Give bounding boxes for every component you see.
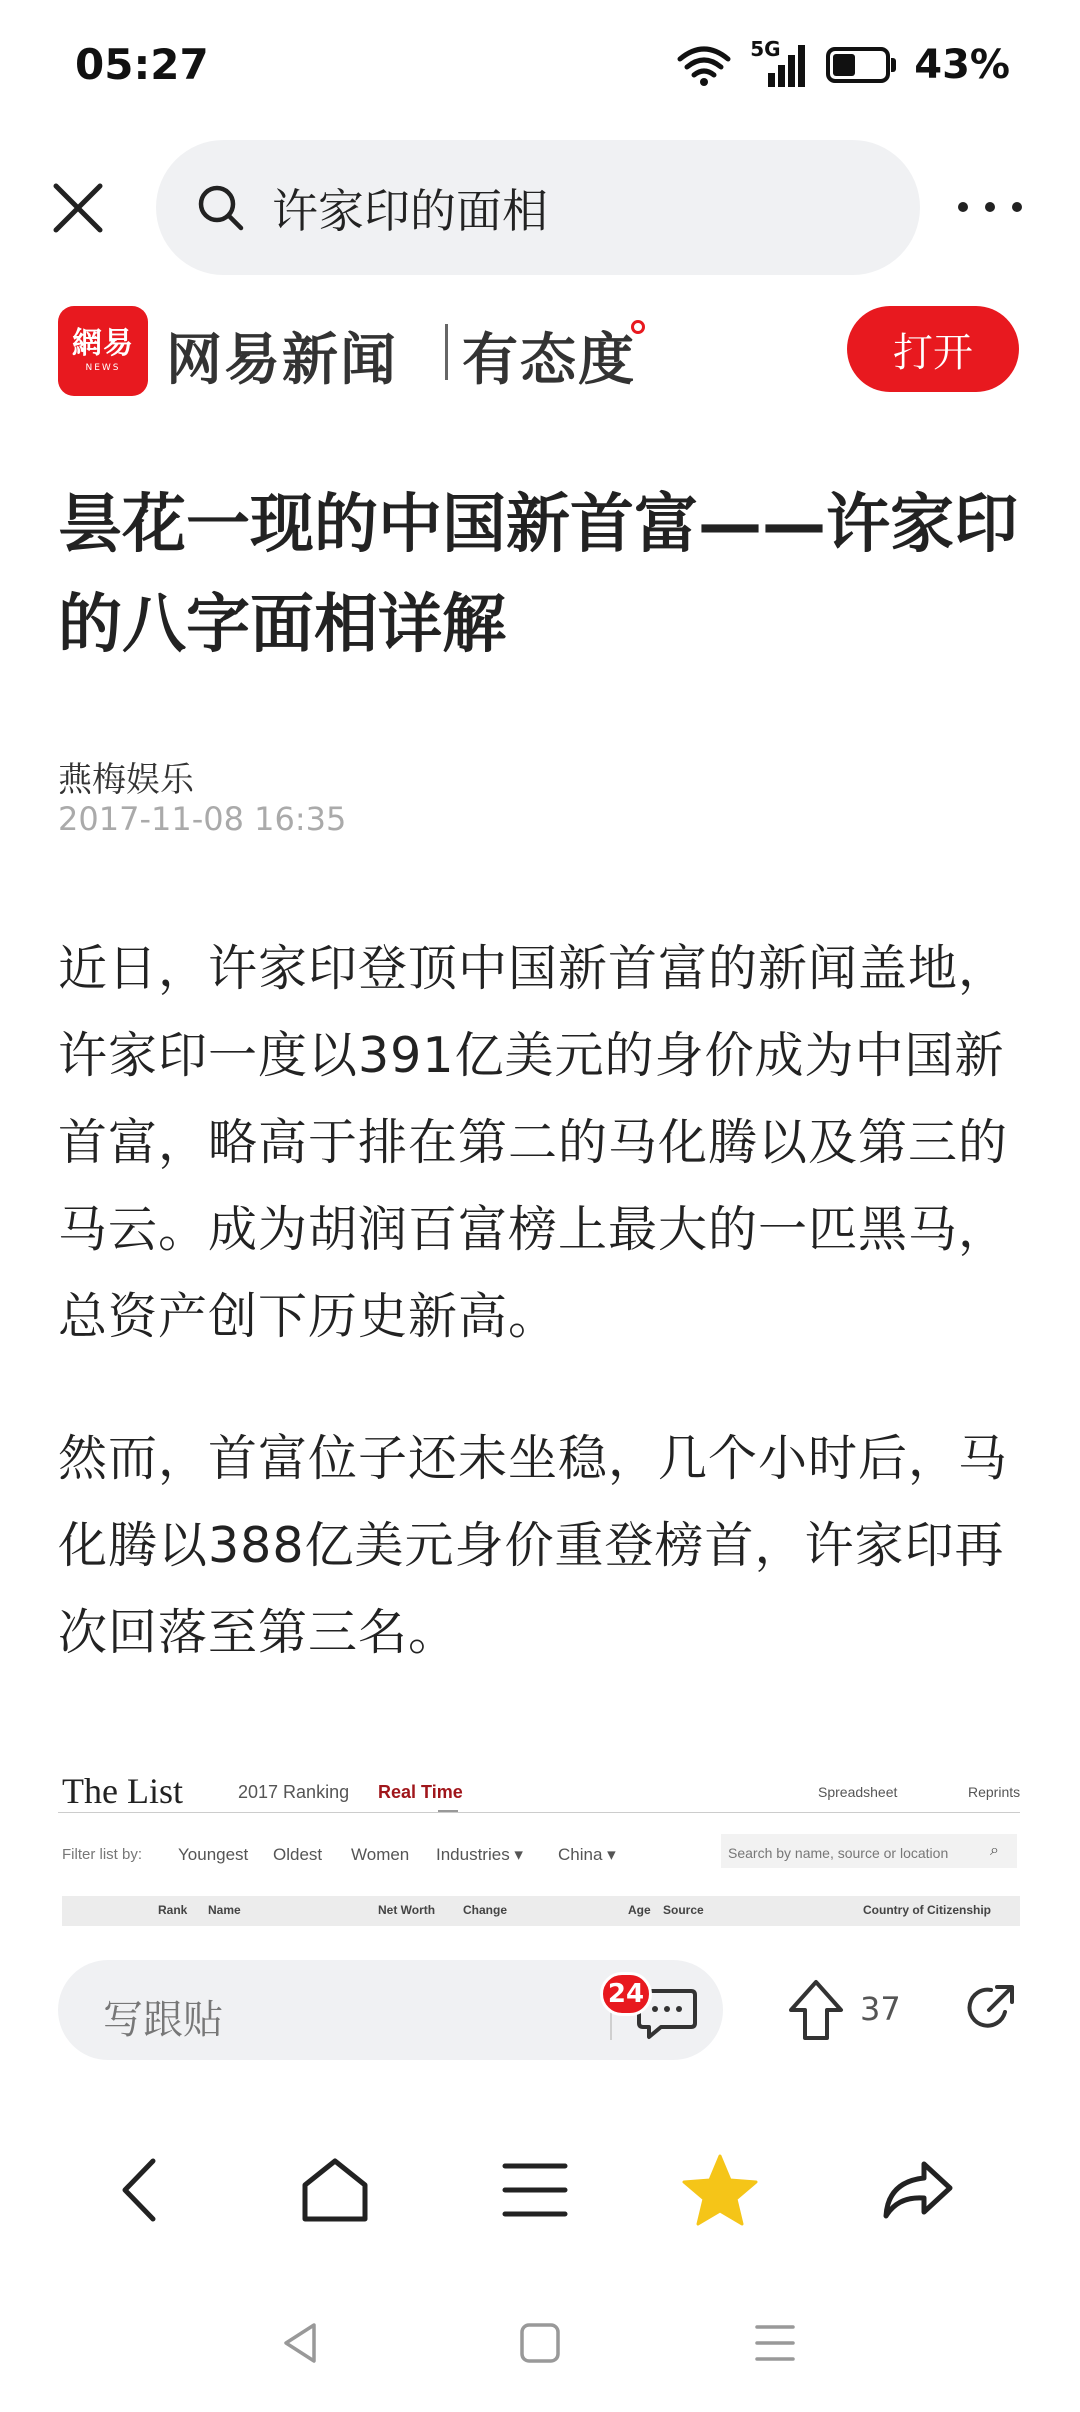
more-icon[interactable] (955, 192, 1025, 222)
sys-recents-icon[interactable] (745, 2315, 805, 2371)
sys-back-icon[interactable] (270, 2315, 330, 2371)
close-icon[interactable] (50, 180, 106, 236)
brand-name: 网易新闻 (166, 328, 398, 393)
list-tab: 2017 Ranking (238, 1782, 350, 1802)
list-column: Source (663, 1903, 704, 1917)
list-title: The List (62, 1771, 183, 1811)
filter-option: Women (351, 1845, 410, 1864)
search-input[interactable] (156, 140, 920, 275)
list-column: Rank (158, 1903, 188, 1917)
share-out-icon[interactable] (965, 1982, 1017, 2034)
search-query: 许家印的面相 (272, 183, 548, 238)
battery-icon (826, 47, 896, 83)
article-paragraph: 然而，首富位子还未坐稳，几个小时后，马化腾以388亿美元身价重登榜首，许家印再次回落至第三名。 (58, 1430, 1009, 1661)
article-paragraph: 近日，许家印登顶中国新首富的新闻盖地，许家印一度以391亿美元的身价成为中国新首富，略高于排在第二的马化腾以及第三的马云。成为胡润百富榜上最大的一匹黑马，总资产创下历史新高。 (58, 940, 1009, 1345)
netease-logo (58, 306, 148, 396)
article-title: 昙花一现的中国新首富——许家印的八字面相详解 (58, 488, 1018, 662)
brand-degree-mark (631, 320, 645, 334)
logo-text: 網易 (72, 326, 134, 361)
article-image[interactable] (58, 1750, 1020, 1950)
filter-option: Oldest (273, 1845, 323, 1864)
logo-subtext: NEWS (85, 363, 121, 373)
article-date: 2017-11-08 16:35 (58, 800, 347, 838)
back-icon[interactable] (100, 2150, 180, 2230)
comment-placeholder: 写跟贴 (103, 1997, 223, 2043)
status-icons (676, 37, 1010, 90)
wifi-icon (676, 43, 732, 87)
upvote-icon[interactable] (787, 1978, 845, 2042)
list-link: Reprints (968, 1784, 1020, 1800)
status-bar (0, 0, 1080, 130)
list-column: Change (463, 1903, 508, 1917)
list-search-placeholder: Search by name, source or location (728, 1845, 949, 1861)
browser-toolbar (0, 2130, 1080, 2240)
home-icon[interactable] (295, 2150, 375, 2230)
brand-banner (0, 300, 1080, 400)
star-icon[interactable] (680, 2150, 760, 2230)
signal-icon (750, 37, 808, 89)
network-type: 5G (750, 37, 781, 61)
sys-home-icon[interactable] (510, 2315, 570, 2371)
upvote-count: 37 (860, 1990, 901, 2028)
brand-tagline: 有态度 (462, 328, 636, 393)
share-icon[interactable] (878, 2150, 958, 2230)
list-column: Name (208, 1903, 241, 1917)
list-column: Age (628, 1903, 651, 1917)
system-nav-bar (0, 2295, 1080, 2385)
list-link: Spreadsheet (818, 1784, 898, 1800)
open-app-button[interactable]: 打开 (847, 306, 1019, 392)
brand-divider (445, 324, 448, 380)
comment-count-badge: 24 (600, 1972, 652, 2016)
filter-option: Youngest (178, 1845, 249, 1864)
filter-label: Filter list by: (62, 1846, 143, 1863)
list-tab-active: Real Time (378, 1782, 463, 1802)
search-row (0, 140, 1080, 275)
list-column: Net Worth (378, 1903, 436, 1917)
battery-percent: 43% (914, 42, 1010, 88)
status-time: 05:27 (75, 40, 209, 89)
list-divider (58, 1812, 1020, 1813)
search-icon (196, 183, 246, 233)
article-author[interactable]: 燕梅娱乐 (58, 760, 194, 800)
menu-icon[interactable] (495, 2150, 575, 2230)
list-search-icon: ⌕ (990, 1842, 999, 1859)
list-column: Country of Citizenship (863, 1903, 991, 1917)
filter-option: Industries ▾ (436, 1845, 523, 1864)
filter-option: China ▾ (558, 1845, 616, 1864)
